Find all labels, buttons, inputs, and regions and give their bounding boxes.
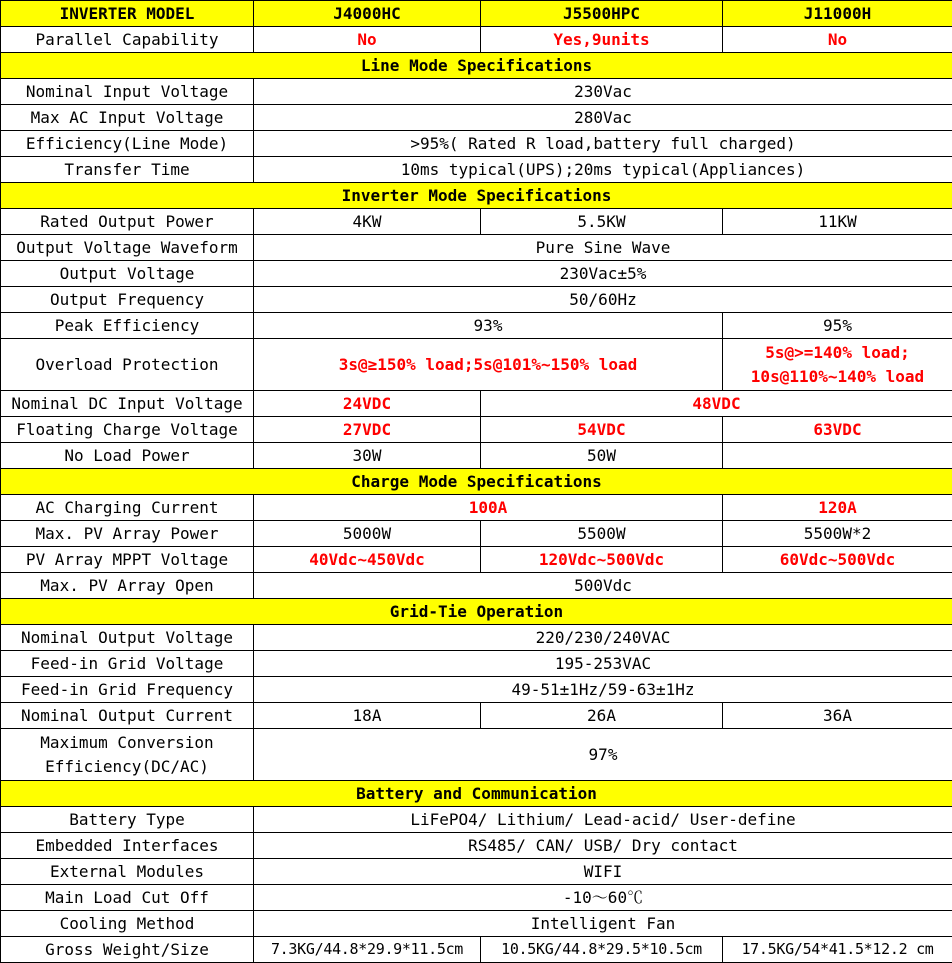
cell-value: 500Vdc — [254, 573, 952, 599]
cell-value: 27VDC — [254, 417, 481, 443]
section-charge-mode — [1, 469, 952, 495]
cell-value — [723, 443, 952, 469]
cell-value: -10～60℃ — [254, 885, 952, 911]
table-row — [1, 937, 952, 963]
row-label: External Modules — [1, 859, 254, 885]
table-row — [1, 833, 952, 859]
table-row — [1, 885, 952, 911]
row-label: Efficiency(Line Mode) — [1, 131, 254, 157]
header-row — [1, 1, 952, 27]
row-label: Max AC Input Voltage — [1, 105, 254, 131]
cell-value: >95%( Rated R load,battery full charged) — [254, 131, 952, 157]
cell-value: 5500W — [481, 521, 723, 547]
row-label: Embedded Interfaces — [1, 833, 254, 859]
table-row — [1, 443, 952, 469]
row-label: Battery Type — [1, 807, 254, 833]
row-label: Output Frequency — [1, 287, 254, 313]
row-label: Rated Output Power — [1, 209, 254, 235]
table-row — [1, 287, 952, 313]
cell-value: 49-51±1Hz/59-63±1Hz — [254, 677, 952, 703]
cell-value: 230Vac±5% — [254, 261, 952, 287]
row-label: Transfer Time — [1, 157, 254, 183]
table-row — [1, 79, 952, 105]
section-inverter-mode — [1, 183, 952, 209]
row-label: Output Voltage — [1, 261, 254, 287]
cell-value: 93% — [254, 313, 723, 339]
cell-value: 4KW — [254, 209, 481, 235]
table-row — [1, 677, 952, 703]
row-label: Floating Charge Voltage — [1, 417, 254, 443]
section-line-mode — [1, 53, 952, 79]
table-row — [1, 209, 952, 235]
row-label: No Load Power — [1, 443, 254, 469]
cell-value: 26A — [481, 703, 723, 729]
cell-value: 18A — [254, 703, 481, 729]
table-row — [1, 651, 952, 677]
cell-value: 24VDC — [254, 391, 481, 417]
row-label: Gross Weight/Size — [1, 937, 254, 963]
cell-value: No — [254, 27, 481, 53]
cell-value: 50W — [481, 443, 723, 469]
section-title: Inverter Mode Specifications — [1, 183, 952, 209]
cell-value: 280Vac — [254, 105, 952, 131]
table-row — [1, 729, 952, 781]
cell-value: 5500W*2 — [723, 521, 952, 547]
row-label: Nominal Output Voltage — [1, 625, 254, 651]
row-label: Nominal Input Voltage — [1, 79, 254, 105]
cell-value: RS485/ CAN/ USB/ Dry contact — [254, 833, 952, 859]
model-j4000hc: J4000HC — [254, 1, 481, 27]
row-label: Maximum Conversion Efficiency(DC/AC) — [1, 729, 254, 781]
cell-value: 230Vac — [254, 79, 952, 105]
row-label: Main Load Cut Off — [1, 885, 254, 911]
cell-value — [723, 339, 952, 391]
row-label: PV Array MPPT Voltage — [1, 547, 254, 573]
table-row — [1, 235, 952, 261]
cell-value: 195-253VAC — [254, 651, 952, 677]
model-label: INVERTER MODEL — [1, 1, 254, 27]
overload-line-2: 10s@110%~140% load — [750, 366, 925, 386]
section-title: Line Mode Specifications — [1, 53, 952, 79]
cell-value: 5000W — [254, 521, 481, 547]
cell-value: LiFePO4/ Lithium/ Lead-acid/ User-define — [254, 807, 952, 833]
cell-value: Pure Sine Wave — [254, 235, 952, 261]
row-label: Nominal DC Input Voltage — [1, 391, 254, 417]
row-label: Nominal Output Current — [1, 703, 254, 729]
parallel-row — [1, 27, 952, 53]
table-row — [1, 157, 952, 183]
row-label: Feed-in Grid Voltage — [1, 651, 254, 677]
cell-value: 50/60Hz — [254, 287, 952, 313]
section-title: Charge Mode Specifications — [1, 469, 952, 495]
cell-value: 54VDC — [481, 417, 723, 443]
table-row — [1, 625, 952, 651]
section-grid-tie — [1, 599, 952, 625]
row-label: Max. PV Array Open — [1, 573, 254, 599]
table-row — [1, 807, 952, 833]
cell-value: 97% — [254, 729, 952, 781]
cell-value: 10.5KG/44.8*29.5*10.5cm — [481, 937, 723, 963]
cell-value: 40Vdc~450Vdc — [254, 547, 481, 573]
cell-value: 36A — [723, 703, 952, 729]
table-row — [1, 521, 952, 547]
cell-value: 11KW — [723, 209, 952, 235]
cell-value: 60Vdc~500Vdc — [723, 547, 952, 573]
table-row — [1, 261, 952, 287]
table-row — [1, 859, 952, 885]
cell-value: No — [723, 27, 952, 53]
cell-value: 63VDC — [723, 417, 952, 443]
section-battery-communication — [1, 781, 952, 807]
cell-value: 5.5KW — [481, 209, 723, 235]
table-row — [1, 547, 952, 573]
cell-value: 100A — [254, 495, 723, 521]
model-j11000h: J11000H — [723, 1, 952, 27]
row-label: Max. PV Array Power — [1, 521, 254, 547]
cell-value: 220/230/240VAC — [254, 625, 952, 651]
cell-value: 17.5KG/54*41.5*12.2 cm — [723, 937, 952, 963]
cell-value: 120A — [723, 495, 952, 521]
row-label: Feed-in Grid Frequency — [1, 677, 254, 703]
cell-value: 3s@≥150% load;5s@101%~150% load — [254, 339, 723, 391]
section-title: Battery and Communication — [1, 781, 952, 807]
table-row — [1, 495, 952, 521]
table-row — [1, 339, 952, 391]
cell-value: 95% — [723, 313, 952, 339]
table-row — [1, 911, 952, 937]
cell-value: Intelligent Fan — [254, 911, 952, 937]
table-row — [1, 313, 952, 339]
cell-value: 10ms typical(UPS);20ms typical(Appliances) — [254, 157, 952, 183]
row-label: Peak Efficiency — [1, 313, 254, 339]
cell-value: Yes,9units — [481, 27, 723, 53]
cell-value: 30W — [254, 443, 481, 469]
table-row — [1, 417, 952, 443]
cell-value: 48VDC — [481, 391, 952, 417]
table-row — [1, 131, 952, 157]
row-label: Parallel Capability — [1, 27, 254, 53]
table-row — [1, 703, 952, 729]
row-label: Output Voltage Waveform — [1, 235, 254, 261]
row-label: Cooling Method — [1, 911, 254, 937]
overload-line-1: 5s@>=140% load; — [765, 342, 910, 362]
row-label: Overload Protection — [1, 339, 254, 391]
section-title: Grid-Tie Operation — [1, 599, 952, 625]
cell-value: WIFI — [254, 859, 952, 885]
cell-value: 120Vdc~500Vdc — [481, 547, 723, 573]
cell-value: 7.3KG/44.8*29.9*11.5cm — [254, 937, 481, 963]
table-row — [1, 105, 952, 131]
table-row — [1, 573, 952, 599]
table-row — [1, 391, 952, 417]
row-label: AC Charging Current — [1, 495, 254, 521]
model-j5500hpc: J5500HPC — [481, 1, 723, 27]
